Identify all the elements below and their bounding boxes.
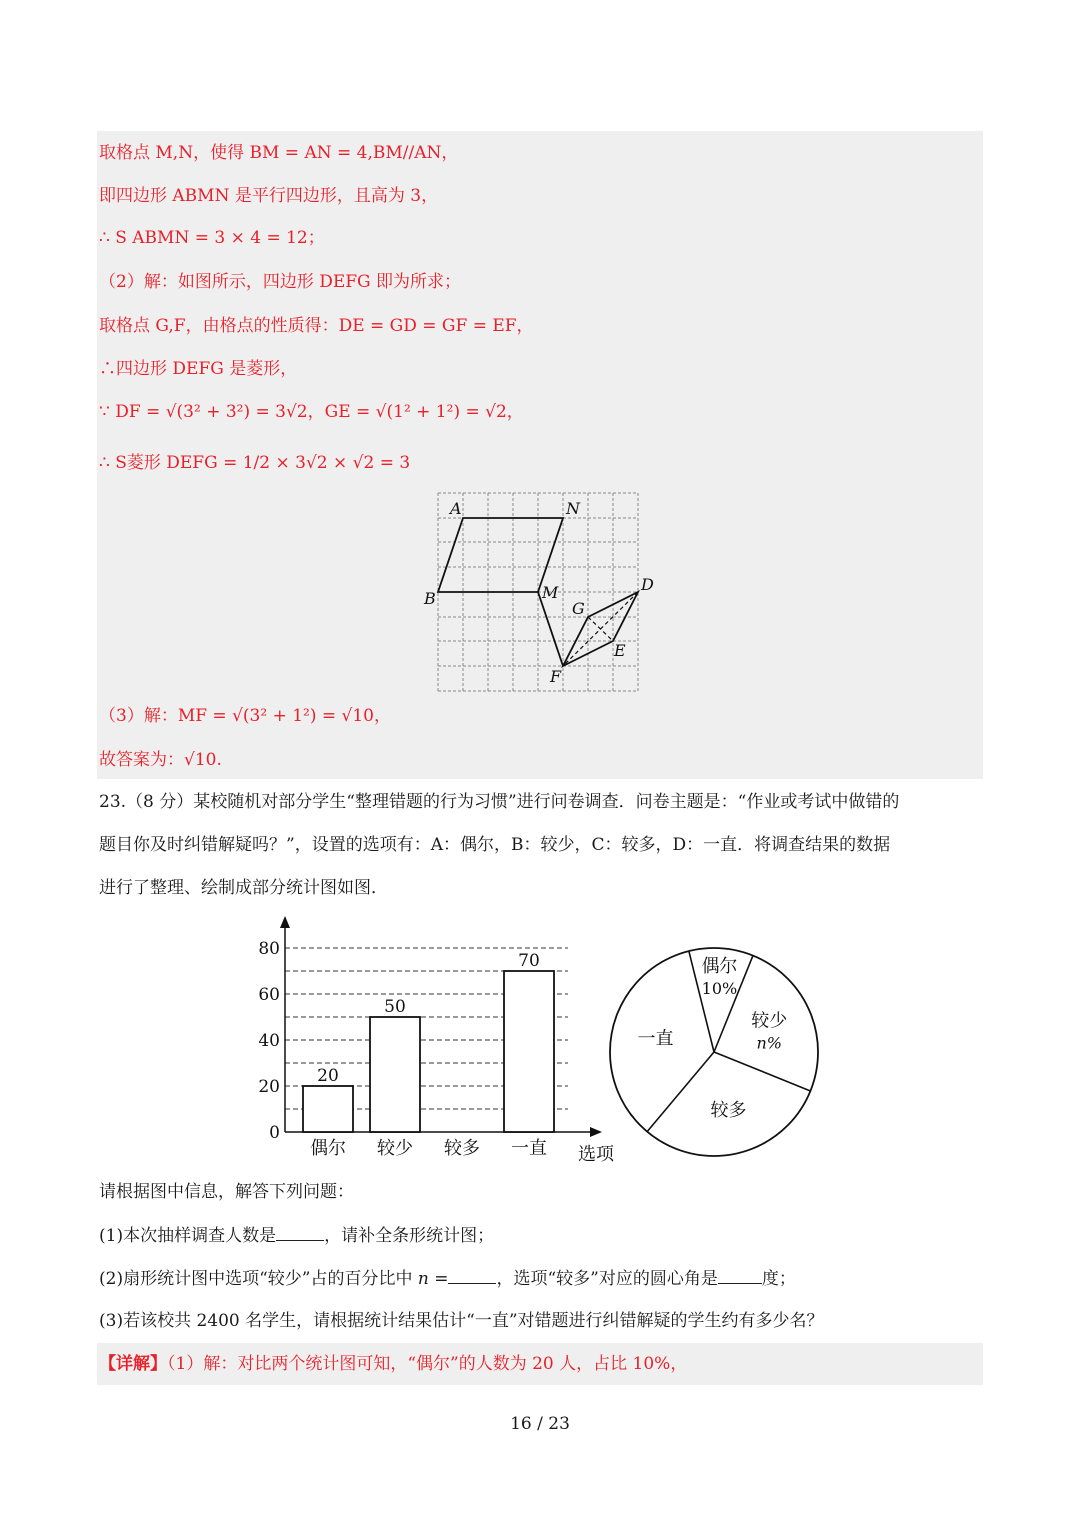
y-tick-label: 40 [258, 1031, 280, 1051]
bar-data-label: 50 [384, 997, 406, 1017]
grid-figure [420, 488, 660, 698]
segment-mf [538, 592, 563, 666]
answer-blank-2[interactable] [448, 1267, 496, 1284]
y-tick-label: 20 [258, 1077, 280, 1097]
pie-slice-value: n% [756, 1033, 782, 1053]
label-n: N [566, 499, 580, 518]
y-axis-arrow [280, 916, 290, 928]
solution-line-10: 故答案为：√10. [99, 750, 222, 770]
x-tick-label: 偶尔 [310, 1138, 346, 1159]
x-tick-label: 较少 [377, 1138, 413, 1159]
question-2-text-c: 度； [761, 1269, 796, 1289]
y-tick-label: 60 [258, 985, 280, 1005]
y-tick-label: 80 [258, 939, 280, 959]
label-a: A [450, 499, 462, 518]
bar [370, 1017, 420, 1132]
label-f: F [550, 667, 562, 686]
solution-line-6: ∴四边形 DEFG 是菱形， [99, 359, 298, 379]
page-number: 16 / 23 [510, 1414, 570, 1434]
label-b: B [424, 589, 436, 608]
x-tick-label: 较多 [444, 1138, 480, 1159]
answer-blank-3[interactable] [718, 1267, 762, 1284]
detail-tag: 【详解】 [99, 1354, 167, 1374]
question-paragraph-2: 题目你及时纠错解疑吗？”，设置的选项有：A：偶尔，B：较少，C：较多，D：一直．将调查结果的数据 [99, 835, 891, 855]
pie-slice-label: 偶尔 [701, 956, 738, 978]
bar-data-label: 70 [518, 951, 540, 971]
pie-slice-value: 10% [701, 979, 738, 999]
pie-slice-label: 较少 [751, 1010, 788, 1032]
questions-intro: 请根据图中信息，解答下列问题： [99, 1182, 354, 1202]
pie-slice-label: 较多 [710, 1100, 747, 1122]
question-paragraph-1: 23.（8 分）某校随机对部分学生“整理错题的行为习惯”进行问卷调查．问卷主题是：“作业或考试中做错的 [99, 792, 900, 812]
parallelogram-abmn [438, 518, 563, 592]
question-1-text-a: (1)本次抽样调查人数是 [99, 1226, 277, 1246]
bar-data-label: 20 [317, 1066, 339, 1086]
label-g: G [572, 599, 585, 618]
question-2-text-b: ，选项“较多”对应的圆心角是 [496, 1269, 718, 1289]
bar [504, 971, 554, 1132]
bar [303, 1086, 353, 1132]
bar-chart [250, 910, 630, 1170]
detail-text: （1）解：对比两个统计图可知，“偶尔”的人数为 20 人，占比 10%， [167, 1354, 688, 1374]
solution-line-5: 取格点 G,F，由格点的性质得：DE = GD = GF = EF， [99, 316, 534, 336]
question-1-text-b: ，请补全条形统计图； [324, 1226, 495, 1246]
question-paragraph-3: 进行了整理、绘制成部分统计图如图． [99, 878, 388, 898]
label-e: E [614, 641, 626, 660]
x-axis-label: 选项 [578, 1144, 614, 1165]
solution-line-1: 取格点 M,N，使得 BM = AN = 4,BM//AN， [99, 143, 459, 163]
question-1 [99, 1224, 494, 1247]
solution-line-2: 即四边形 ABMN 是平行四边形，且高为 3， [99, 186, 439, 206]
question-2 [99, 1267, 796, 1290]
x-tick-label: 一直 [511, 1138, 547, 1159]
solution-line-7: ∵ DF = √(3² + 3²) = 3√2，GE = √(1² + 1²) = √2， [99, 402, 524, 422]
label-m: M [542, 583, 559, 602]
y-tick-label: 0 [269, 1123, 280, 1143]
solution-line-3: ∴ S ABMN = 3 × 4 = 12； [99, 228, 325, 248]
pie-slice-label: 一直 [637, 1028, 674, 1050]
question-3: (3)若该校共 2400 名学生，请根据统计结果估计“一直”对错题进行纠错解疑的学生约有多少名？ [99, 1311, 824, 1331]
solution-line-9: （3）解：MF = √(3² + 1²) = √10， [99, 706, 391, 726]
pie-chart [600, 940, 830, 1165]
question-2-var: n = [417, 1269, 449, 1289]
label-d: D [641, 575, 654, 594]
solution-line-4: （2）解：如图所示，四边形 DEFG 即为所求； [99, 272, 462, 292]
detail-line [99, 1353, 687, 1375]
question-2-text-a: (2)扇形统计图中选项“较少”占的百分比中 [99, 1269, 418, 1289]
solution-line-8: ∴ S菱形 DEFG = 1/2 × 3√2 × √2 = 3 [99, 453, 411, 473]
answer-blank-1[interactable] [276, 1224, 324, 1241]
